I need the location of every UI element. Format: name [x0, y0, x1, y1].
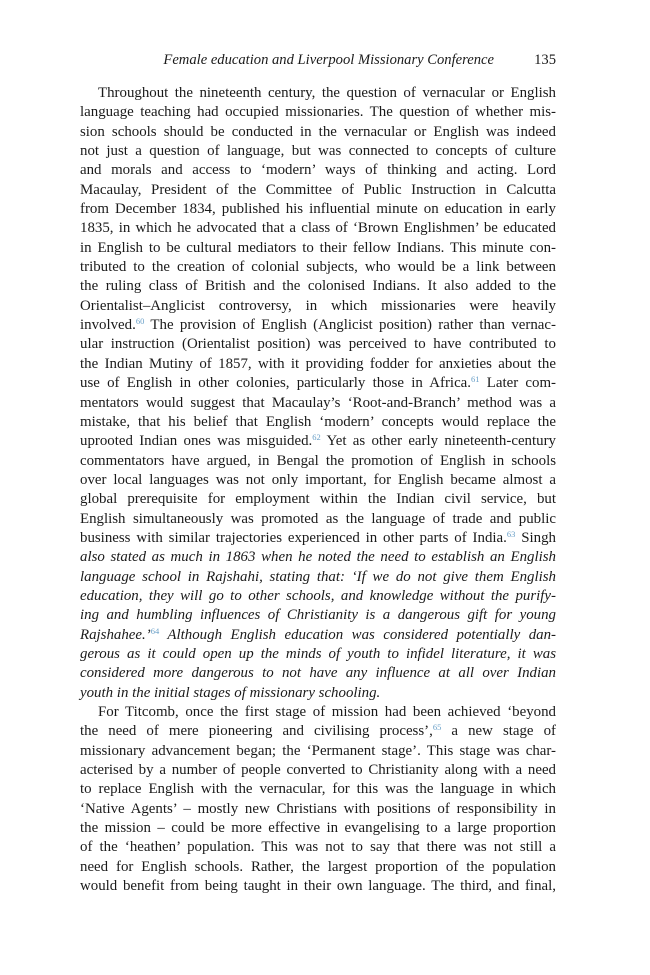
- footnote-marker[interactable]: 61: [471, 374, 480, 385]
- text-line: [80, 374, 556, 393]
- text-run: Yet as other early nineteenth-century: [320, 433, 556, 450]
- text-run: a new stage of: [441, 723, 557, 740]
- text-run: 1835, in which he advocated that a class of ‘Brown Englishmen’ be educated: [80, 220, 556, 237]
- italic-text-run: youth in the initial stages of missionary schooling.: [80, 684, 381, 701]
- text-line: [80, 142, 556, 161]
- italic-text-run: gerous as it could open up the minds of youth to infidel literature, it was: [80, 645, 556, 662]
- text-line: [80, 103, 556, 122]
- italic-text-run: Although English education was considered potentially dan-: [159, 626, 556, 643]
- text-run: not just a question of language, but was connected to concepts of culture: [80, 143, 556, 160]
- text-run: sion schools should be conducted in the vernacular or English was indeed: [80, 123, 556, 140]
- text-line: [80, 181, 556, 200]
- text-line: [80, 838, 556, 857]
- text-run: language teaching had occupied missionaries. The question of whether mis-: [80, 104, 556, 121]
- text-line: [80, 780, 556, 799]
- text-run: in English to be cultural mediators to their fellow Indians. This minute con-: [80, 239, 556, 256]
- footnote-marker[interactable]: 65: [432, 722, 442, 733]
- text-line: [80, 858, 556, 877]
- italic-text-run: also stated as much in 1863 when he noted the need to establish an English: [80, 549, 556, 566]
- text-run: global prerequisite for employment within the Indian civil service, but: [80, 491, 556, 508]
- text-line: [80, 297, 556, 316]
- text-line: [80, 335, 556, 354]
- text-line: [80, 819, 556, 838]
- text-run: Later com-: [479, 375, 557, 392]
- text-run: to replace English with the vernacular, for this was the language in which: [80, 781, 556, 798]
- italic-text-run: language school in Rajshahi, stating that: ‘If we do not give them English: [80, 568, 556, 585]
- text-run: the mission – could be more effective in evangelising to a large proportion: [80, 820, 556, 837]
- page-number: 135: [534, 52, 556, 68]
- text-line: [80, 161, 556, 180]
- text-line: [80, 413, 556, 432]
- text-line: [80, 722, 556, 741]
- text-line: [80, 84, 556, 103]
- text-run: mistake, that his belief that English ‘modern’ concepts would replace the: [80, 413, 556, 430]
- text-run: Macaulay, President of the Committee of Public Instruction in Calcutta: [80, 181, 556, 198]
- text-run: involved.: [80, 317, 136, 334]
- italic-text-run: education, they will go to other schools, and knowledge without the purify-: [80, 587, 556, 604]
- text-run: Throughout the nineteenth century, the question of vernacular or English: [98, 85, 556, 101]
- text-run: uprooted Indian ones was misguided.: [80, 433, 313, 450]
- text-line: [80, 200, 556, 219]
- text-run: business with similar trajectories experienced in other parts of India.: [80, 529, 507, 546]
- text-line: [80, 123, 556, 142]
- text-line: [80, 587, 556, 606]
- text-run: ular instruction (Orientalist position) was perceived to have contributed to: [80, 336, 556, 353]
- text-line: [80, 742, 556, 761]
- text-line: [80, 568, 556, 587]
- text-line: [80, 606, 556, 625]
- text-run: For Titcomb, once the first stage of mission had been achieved ‘beyond: [98, 704, 556, 720]
- text-line: [80, 471, 556, 490]
- text-run: Orientalist–Anglicist controversy, in which missionaries were heavily: [80, 297, 556, 314]
- text-line: [80, 800, 556, 819]
- text-line: [80, 626, 556, 645]
- text-run: the Indian Mutiny of 1857, with it providing fodder for anxieties about the: [80, 355, 556, 372]
- text-line: [80, 877, 556, 896]
- italic-text-run: considered more dangerous to not have any influence at all over Indian: [80, 665, 556, 682]
- text-line: [80, 277, 556, 296]
- footnote-marker[interactable]: 60: [135, 316, 145, 327]
- text-line: [80, 355, 556, 374]
- text-run: from December 1834, published his influential minute on education in early: [80, 201, 556, 218]
- text-line: [80, 761, 556, 780]
- text-run: the need of mere pioneering and civilising process’,: [80, 723, 433, 740]
- text-line: [80, 258, 556, 277]
- text-line: [80, 452, 556, 471]
- text-run: tributed to the creation of colonial subjects, who would be a link between: [80, 259, 556, 276]
- text-run: The provision of English (Anglicist position) rather than vernac-: [144, 317, 556, 334]
- text-line: [80, 529, 556, 548]
- text-run: would benefit from being taught in their own language. The third, and final,: [80, 878, 556, 895]
- text-run: Singh: [515, 529, 556, 546]
- text-run: acterised by a number of people converted to Christianity along with a need: [80, 762, 556, 779]
- italic-text-run: ing and humbling influences of Christianity is a dangerous gift for young: [80, 607, 556, 624]
- text-run: and morals and access to ‘modern’ ways of thinking and acting. Lord: [80, 162, 556, 179]
- running-title: Female education and Liverpool Missionary Conference: [163, 52, 494, 68]
- text-run: commentators have argued, in Bengal the promotion of English in schools: [80, 452, 556, 469]
- text-run: missionary advancement began; the ‘Permanent stage’. This stage was char-: [80, 742, 556, 759]
- text-run: use of English in other colonies, particularly those in Africa.: [80, 375, 472, 392]
- text-run: over local languages was not only important, for English became almost a: [80, 471, 556, 488]
- text-run: ‘Native Agents’ – mostly new Christians with positions of responsibility in: [80, 800, 556, 817]
- footnote-marker[interactable]: 63: [506, 528, 516, 539]
- text-line: [80, 219, 556, 238]
- body-text: [80, 84, 556, 896]
- text-line: [80, 394, 556, 413]
- text-line: [80, 664, 556, 683]
- footnote-marker[interactable]: 64: [150, 625, 160, 636]
- text-line: [80, 432, 556, 451]
- text-run: the ruling class of British and the colonised Indians. It also added to the: [80, 278, 556, 295]
- text-line: [80, 239, 556, 258]
- text-line: [80, 645, 556, 664]
- text-run: of the ‘heathen’ population. This was not to say that there was not still a: [80, 839, 556, 856]
- text-run: mentators would suggest that Macaulay’s ‘Root-and-Branch’ method was a: [80, 394, 556, 411]
- text-line: [80, 316, 556, 335]
- text-line: [80, 684, 556, 703]
- text-run: need for English schools. Rather, the largest proportion of the population: [80, 858, 556, 875]
- text-line: [80, 703, 556, 722]
- text-line: [80, 490, 556, 509]
- text-run: English simultaneously was promoted as the language of trade and public: [80, 510, 556, 527]
- text-line: [80, 510, 556, 529]
- footnote-marker[interactable]: 62: [312, 432, 321, 443]
- italic-text-run: Rajshahee.’: [80, 626, 151, 643]
- text-line: [80, 548, 556, 567]
